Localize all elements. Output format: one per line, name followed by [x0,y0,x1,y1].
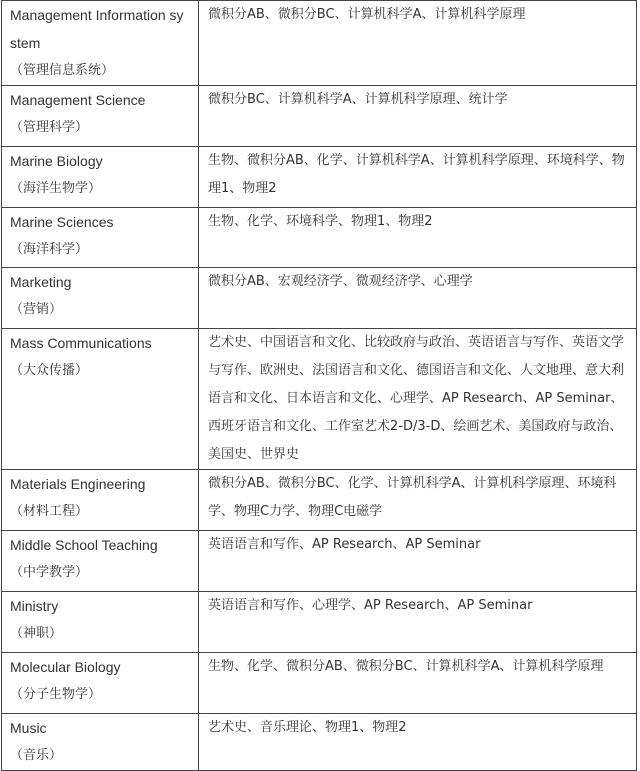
major-cell [2,1,199,86]
major-name-en: Materials Engineering [10,476,146,492]
table-row [2,208,637,268]
courses-cell: 微积分AB、微积分BC、化学、计算机科学A、计算机科学原理、环境科学、物理C力学、物理C电磁学 [199,470,637,531]
courses-cell: 艺术史、音乐理论、物理1、物理2 [199,714,637,771]
major-cell [2,592,199,653]
major-name-cn: （神职） [10,626,63,641]
table-row [2,470,637,531]
table-row [2,714,637,771]
courses-cell: 生物、化学、环境科学、物理1、物理2 [199,208,637,268]
table-row [2,86,637,147]
major-cell [2,147,199,208]
major-name-en: Marine Biology [10,153,103,169]
major-cell [2,329,199,470]
major-name-cn: （材料工程） [10,504,89,519]
major-cell [2,208,199,268]
major-name-en: Marketing [10,274,72,290]
major-name-en: Management Information system [10,7,184,51]
major-cell [2,653,199,714]
majors-courses-table [1,0,637,771]
major-name-en: Music [10,720,47,736]
courses-cell: 艺术史、中国语言和文化、比较政府与政治、英语语言与写作、英语文学与写作、欧洲史、法国语言和文化、德国语言和文化、人文地理、意大利语言和文化、日本语言和文化、心理学、AP Research、AP Seminar、西班牙语言和文化、工作室艺术2-D/3-D、绘画艺术、美国政府与政治、美国史、世界史 [199,329,637,470]
major-name-en: Middle School Teaching [10,537,158,553]
major-name-cn: （营销） [10,302,63,317]
courses-cell: 生物、化学、微积分AB、微积分BC、计算机科学A、计算机科学原理 [199,653,637,714]
major-name-en: Molecular Biology [10,659,121,675]
major-name-en: Management Science [10,92,146,108]
table-row [2,653,637,714]
table-row [2,592,637,653]
courses-cell: 微积分BC、计算机科学A、计算机科学原理、统计学 [199,86,637,147]
courses-cell: 英语语言和写作、心理学、AP Research、AP Seminar [199,592,637,653]
table-body [2,1,637,771]
table-row [2,531,637,592]
major-name-cn: （海洋科学） [10,242,89,257]
major-name-en: Ministry [10,598,59,614]
table-row [2,147,637,208]
table-row [2,1,637,86]
table-row [2,268,637,329]
major-cell [2,470,199,531]
major-cell [2,714,199,771]
major-name-cn: （管理科学） [10,120,89,135]
major-name-cn: （海洋生物学） [10,181,102,196]
major-name-cn: （大众传播） [10,363,89,378]
major-cell [2,531,199,592]
courses-cell: 英语语言和写作、AP Research、AP Seminar [199,531,637,592]
major-name-en: Mass Communications [10,335,152,351]
major-name-cn: （音乐） [10,748,63,763]
major-name-cn: （管理信息系统） [10,63,115,78]
major-name-cn: （中学教学） [10,565,89,580]
table-row [2,329,637,470]
courses-cell: 微积分AB、宏观经济学、微观经济学、心理学 [199,268,637,329]
courses-cell: 微积分AB、微积分BC、计算机科学A、计算机科学原理 [199,1,637,86]
major-cell [2,268,199,329]
major-name-cn: （分子生物学） [10,687,102,702]
major-name-en: Marine Sciences [10,214,114,230]
courses-cell: 生物、微积分AB、化学、计算机科学A、计算机科学原理、环境科学、物理1、物理2 [199,147,637,208]
major-cell [2,86,199,147]
